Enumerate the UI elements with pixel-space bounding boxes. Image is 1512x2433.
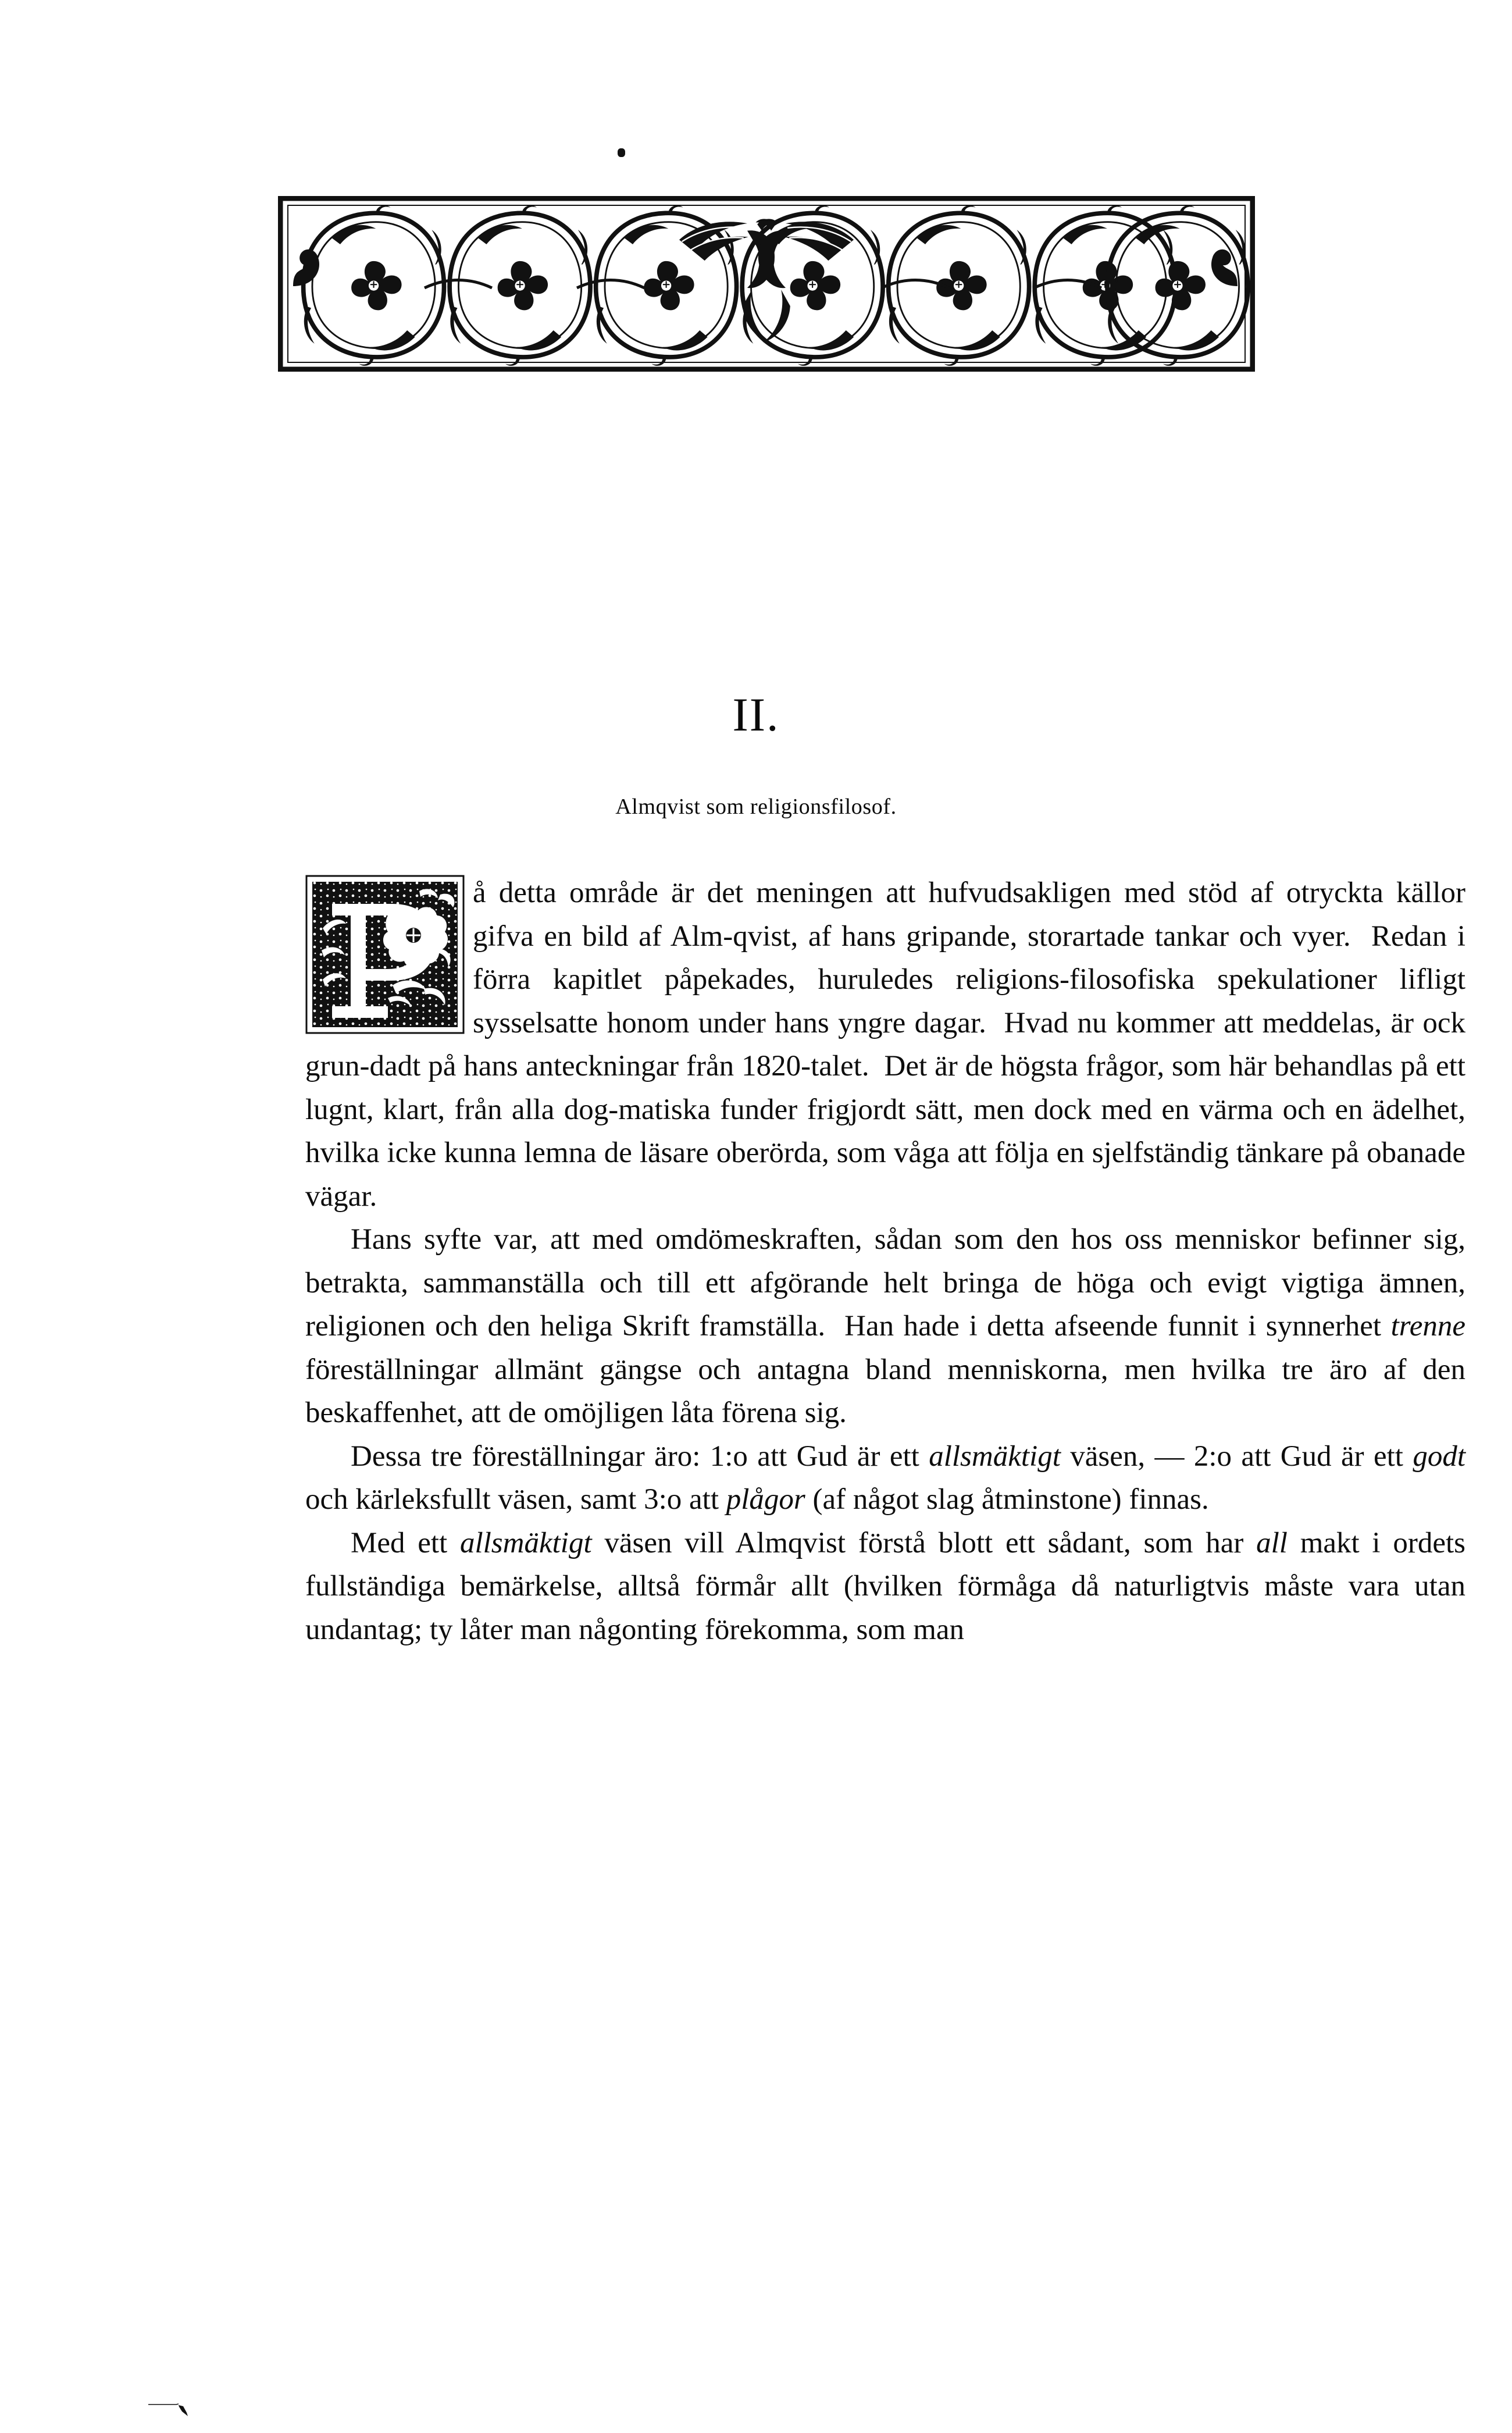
scan-speck-artifact [618, 148, 625, 157]
chapter-subtitle: Almqvist som religionsfilosof. [615, 795, 897, 819]
dropcap-initial-P [305, 875, 465, 1034]
paragraph-1: å detta område är det meningen att hufvudsakligen med stöd af otryckta källor gifva en bild af Alm‑qvist, af hans gripande, storartade tankar och vyer. Redan i förra kapitlet påpekades, huruledes religions‑filosofiska spekulationer lifligt sysselsatte honom under hans yngre dagar. Hvad nu kommer att meddelas, är ock grun‑dadt på hans anteckningar från 1820-talet. Det är de högsta frågor, som här behandlas på ett lugnt, klart, från alla dog‑matiska funder frigjordt sätt, men dock med en värma och en ädelhet, hvilka icke kunna lemna de läsare oberörda, som våga att följa en sjelfständig tänkare på obanade vägar. [305, 877, 1465, 1213]
paragraph-2: Hans syfte var, att med omdömeskraften, sådan som den hos oss menniskor befinner sig, betrakta, sammanställa och till ett afgörande helt bringa de höga och evigt vigtiga ämnen, religionen och den heliga Skrift framställa. Han hade i detta afseende funnit i synnerhet trenne föreställningar allmänt gängse och antagna bland menniskorna, men hvilka tre äro af den beskaffenhet, att de omöjligen låta förena sig. [305, 1223, 1465, 1429]
paragraph-4: Med ett allsmäktigt väsen vill Almqvist förstå blott ett sådant, som har all makt i ordets fullständiga bemärkelse, alltså förmår allt (hvilken förmåga då naturligtvis måste vara utan undantag; ty låter man någonting förekomma, som man [305, 1526, 1465, 1646]
body-text-column [305, 871, 1465, 1651]
ornamental-headpiece [278, 196, 1255, 372]
page-corner-scan-artifact [148, 2391, 206, 2417]
chapter-number: II. [732, 688, 780, 741]
paragraph-3: Dessa tre föreställningar äro: 1:o att Gud är ett allsmäktigt väsen, — 2:o att Gud är ett godt och kärleksfullt väsen, samt 3:o att plågor (af något slag åtminstone) finnas. [305, 1440, 1466, 1516]
